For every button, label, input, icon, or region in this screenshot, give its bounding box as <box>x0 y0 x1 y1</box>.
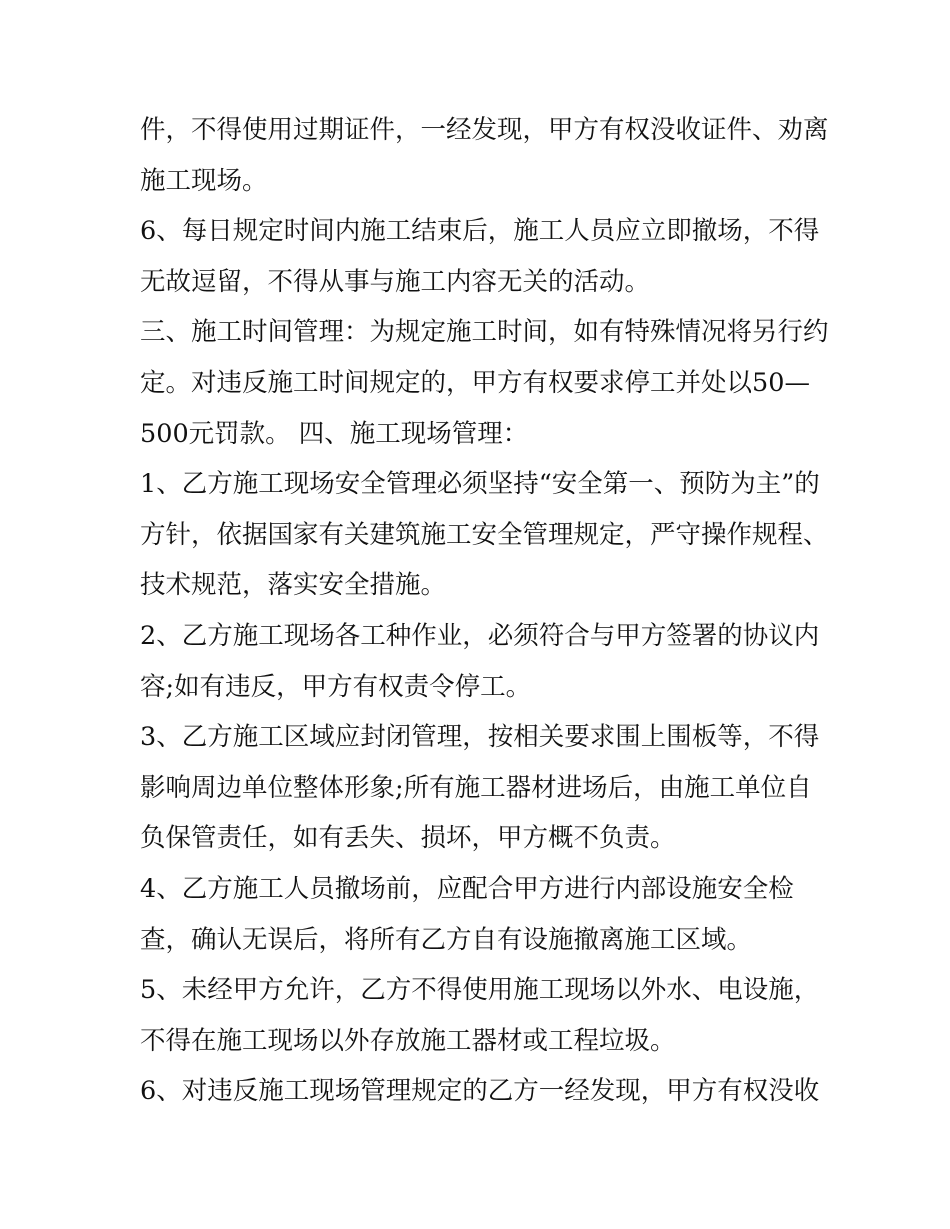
text-line: 定。对违反施工时间规定的，甲方有权要求停工并处以50— <box>140 368 810 398</box>
text-line: 技术规范，落实安全措施。 <box>140 570 447 601</box>
text-line: 负保管责任，如有丢失、损坏，甲方概不负责。 <box>140 823 676 854</box>
text-line: 6、对违反施工现场管理规定的乙方一经发现，甲方有权没收 <box>140 1076 820 1107</box>
text-line: 不得在施工现场以外存放施工器材或工程垃圾。 <box>140 1025 676 1056</box>
text-line: 施工现场。 <box>140 165 268 196</box>
text-line: 影响周边单位整体形象;所有施工器材进场后，由施工单位自 <box>140 772 812 803</box>
text-line: 方针，依据国家有关建筑施工安全管理规定，严守操作规程、 <box>140 519 829 550</box>
text-line: 无故逗留，不得从事与施工内容无关的活动。 <box>140 266 651 297</box>
text-line: 查，确认无误后，将所有乙方自有设施撤离施工区域。 <box>140 924 753 955</box>
text-line: 件，不得使用过期证件，一经发现，甲方有权没收证件、劝离 <box>140 115 829 145</box>
text-line: 6、每日规定时间内施工结束后，施工人员应立即撤场，不得 <box>140 216 820 247</box>
text-line: 500元罚款。 四、施工现场管理： <box>140 418 529 449</box>
text-line: 5、未经甲方允许，乙方不得使用施工现场以外水、电设施， <box>140 975 820 1006</box>
text-line: 3、乙方施工区域应封闭管理，按相关要求围上围板等，不得 <box>140 722 820 753</box>
text-line: 1、乙方施工现场安全管理必须坚持“安全第一、预防为主”的 <box>140 469 820 500</box>
text-line: 三、施工时间管理：为规定施工时间，如有特殊情况将另行约 <box>140 317 829 348</box>
text-line: 容;如有违反，甲方有权责令停工。 <box>140 671 532 702</box>
text-line: 4、乙方施工人员撤场前，应配合甲方进行内部设施安全检 <box>140 874 794 904</box>
text-line: 2、乙方施工现场各工种作业，必须符合与甲方签署的协议内 <box>140 621 820 651</box>
